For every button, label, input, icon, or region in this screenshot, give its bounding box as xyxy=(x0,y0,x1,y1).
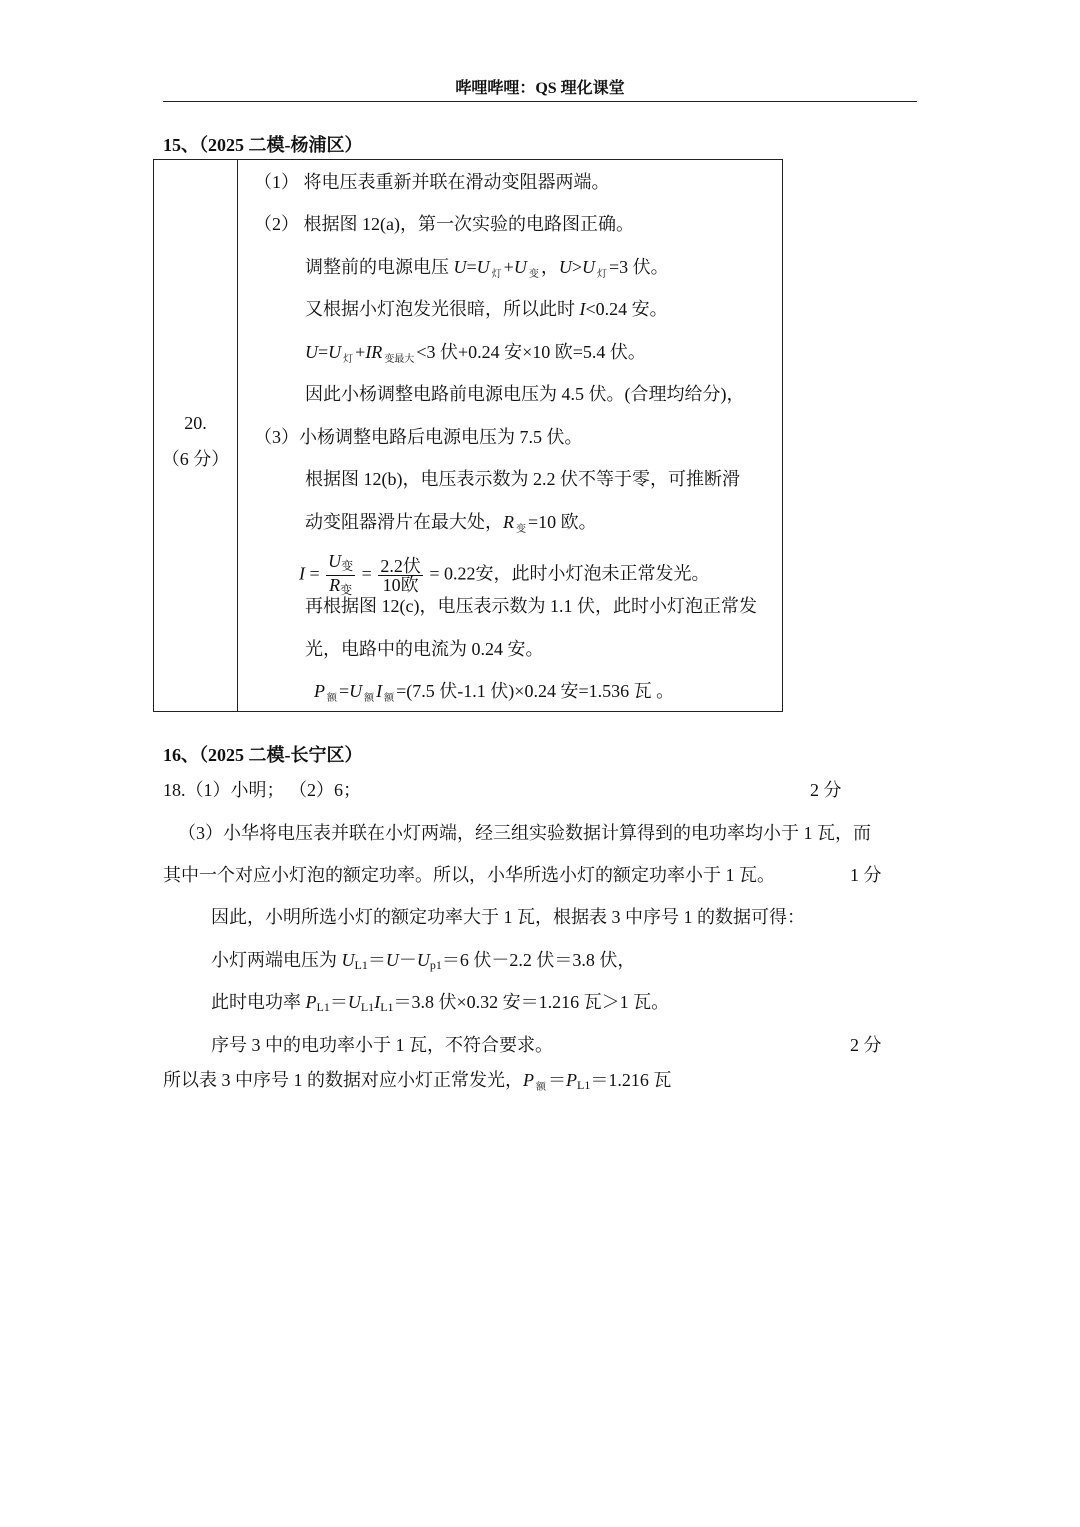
text-run: ＝1.216 瓦 xyxy=(590,1070,672,1090)
answer-line xyxy=(305,468,740,490)
text-run: 因此小杨调整电路前电源电压为 4.5 伏。(合理均给分)， xyxy=(305,384,745,404)
answer-line xyxy=(305,638,544,660)
question-number: 20. xyxy=(184,413,207,433)
answer-line xyxy=(211,906,805,928)
text-run: 根据图 12(b)，电压表示数为 2.2 伏不等于零，可推断滑 xyxy=(305,469,740,489)
math-variable: I xyxy=(376,681,383,701)
text-run: = xyxy=(318,342,329,362)
text-run: 其中一个对应小灯泡的额定功率。所以，小华所选小灯的额定功率小于 1 瓦。 xyxy=(163,865,775,885)
text-run: = xyxy=(305,563,325,584)
subscript: 变最大 xyxy=(384,354,415,365)
math-variable: IR xyxy=(365,342,383,362)
subscript: 灯 xyxy=(343,354,354,365)
subscript: 额 xyxy=(384,693,395,704)
text-run: 此时电功率 xyxy=(211,992,306,1012)
text-run: = xyxy=(357,563,377,584)
subscript: L1 xyxy=(316,1000,330,1014)
subscript: 灯 xyxy=(596,269,607,280)
fraction-denominator xyxy=(381,576,421,594)
text-run: ， xyxy=(540,257,559,277)
text-run: <0.24 安。 xyxy=(585,299,668,319)
text-run: = xyxy=(339,681,350,701)
subscript: 额 xyxy=(364,693,375,704)
math-variable: U xyxy=(341,950,355,970)
fraction xyxy=(378,557,423,594)
page-header: 哔哩哔哩：QS 理化课堂 xyxy=(455,80,625,97)
text-run: 调整前的电源电压 xyxy=(305,257,454,277)
text-run: ＝ xyxy=(548,1070,566,1090)
text-run: 又根据小灯泡发光很暗，所以此时 xyxy=(305,299,580,319)
math-variable: U xyxy=(328,342,342,362)
question-score: （6 分） xyxy=(161,449,230,469)
math-variable: P xyxy=(523,1070,534,1090)
answer-line xyxy=(163,1069,671,1099)
subscript: L1 xyxy=(354,958,368,972)
answer-line xyxy=(178,822,871,844)
answer-line xyxy=(305,256,669,286)
table-column-divider xyxy=(237,160,238,711)
answer-line xyxy=(254,213,634,235)
math-variable: I xyxy=(299,563,305,584)
math-variable: P xyxy=(305,992,317,1012)
q15-title: 15、（2025 二模-杨浦区） xyxy=(163,135,363,155)
text-run: （1） 将电压表重新并联在滑动变阻器两端。 xyxy=(254,172,610,192)
text-run: 因此，小明所选小灯的额定功率大于 1 瓦，根据表 3 中序号 1 的数据可得： xyxy=(211,907,805,927)
math-variable: U xyxy=(476,257,490,277)
text-run: 序号 3 中的电功率小于 1 瓦，不符合要求。 xyxy=(211,1035,553,1055)
text-run: > xyxy=(571,257,582,277)
math-variable: I xyxy=(374,992,381,1012)
q16-title: 16、（2025 二模-长宁区） xyxy=(163,745,363,765)
q15-answer-table xyxy=(153,159,783,712)
text-run: 2.2伏 xyxy=(380,556,421,576)
subscript: 额 xyxy=(536,1082,546,1093)
text-run: （3）小华将电压表并联在小灯两端，经三组实验数据计算得到的电功率均小于 1 瓦，而 xyxy=(178,823,871,843)
subscript: 变 xyxy=(528,269,539,280)
answer-line xyxy=(305,298,668,320)
text-run: （2） 根据图 12(a)，第一次实验的电路图正确。 xyxy=(254,214,634,234)
math-variable: I xyxy=(579,299,586,319)
answer-line xyxy=(305,511,597,541)
math-variable: U xyxy=(305,342,318,362)
text-run: + xyxy=(503,257,514,277)
math-variable: U xyxy=(581,257,595,277)
score-label: 2 分 xyxy=(810,780,842,800)
score-label: 1 分 xyxy=(850,865,882,885)
answer-line xyxy=(254,426,583,448)
text-run: 光，电路中的电流为 0.24 安。 xyxy=(305,639,544,659)
subscript: 变 xyxy=(516,524,526,535)
math-variable: U xyxy=(349,681,363,701)
subscript: 变 xyxy=(340,583,353,597)
text-run: ＝ xyxy=(367,950,386,970)
fraction-numerator xyxy=(378,557,423,576)
answer-line xyxy=(211,991,669,1018)
answer-line xyxy=(314,680,674,710)
header-rule xyxy=(163,101,917,102)
math-variable: R xyxy=(503,512,514,532)
answer-line xyxy=(211,1034,553,1056)
math-variable: U xyxy=(328,551,342,571)
subscript: L1 xyxy=(360,1000,375,1014)
text-run: 动变阻器滑片在最大处， xyxy=(305,512,503,532)
subscript: 变 xyxy=(341,559,354,573)
math-variable: U xyxy=(385,950,399,970)
math-variable: P xyxy=(566,1070,577,1090)
math-variable: U xyxy=(558,257,572,277)
math-variable: R xyxy=(329,575,341,595)
subscript: L1 xyxy=(380,1000,394,1014)
text-run: 所以表 3 中序号 1 的数据对应小灯正常发光， xyxy=(163,1070,523,1090)
math-variable: U xyxy=(513,257,527,277)
answer-line xyxy=(305,341,646,371)
text-run: ＝ xyxy=(329,992,348,1012)
fraction xyxy=(326,552,355,599)
math-variable: U xyxy=(453,257,467,277)
fraction-numerator xyxy=(326,552,355,576)
text-run: =10 欧。 xyxy=(528,512,597,532)
text-run: <3 伏+0.24 安×10 欧=5.4 伏。 xyxy=(416,342,646,362)
text-run: 10欧 xyxy=(382,575,419,595)
answer-line xyxy=(305,383,745,405)
text-run: = 0.22安，此时小灯泡未正常发光。 xyxy=(424,563,710,584)
answer-line xyxy=(163,864,775,886)
text-run: ＝6 伏－2.2 伏＝3.8 伏， xyxy=(441,950,636,970)
answer-line xyxy=(254,171,610,193)
text-run: ＝3.8 伏×0.32 安＝1.216 瓦＞1 瓦。 xyxy=(393,992,670,1012)
math-variable: P xyxy=(314,681,325,701)
score-label: 2 分 xyxy=(850,1035,882,1055)
subscript: 额 xyxy=(327,693,337,704)
subscript: 灯 xyxy=(491,269,502,280)
answer-line xyxy=(211,949,635,976)
answer-line xyxy=(163,779,361,801)
text-run: － xyxy=(398,950,417,970)
text-run: 18.（1）小明； （2）6； xyxy=(163,780,361,800)
text-run: =(7.5 伏-1.1 伏)×0.24 安=1.536 瓦 。 xyxy=(396,681,675,701)
answer-line xyxy=(305,595,757,617)
text-run: =3 伏。 xyxy=(608,257,669,277)
subscript: p1 xyxy=(429,958,442,972)
math-variable: U xyxy=(347,992,361,1012)
text-run: + xyxy=(355,342,366,362)
text-run: = xyxy=(466,257,477,277)
text-run: （3）小杨调整电路后电源电压为 7.5 伏。 xyxy=(254,427,583,447)
math-variable: U xyxy=(416,950,430,970)
subscript: L1 xyxy=(577,1078,591,1092)
text-run: 再根据图 12(c)，电压表示数为 1.1 伏，此时小灯泡正常发 xyxy=(305,596,757,616)
answer-line xyxy=(299,552,709,599)
text-run: 小灯两端电压为 xyxy=(211,950,342,970)
